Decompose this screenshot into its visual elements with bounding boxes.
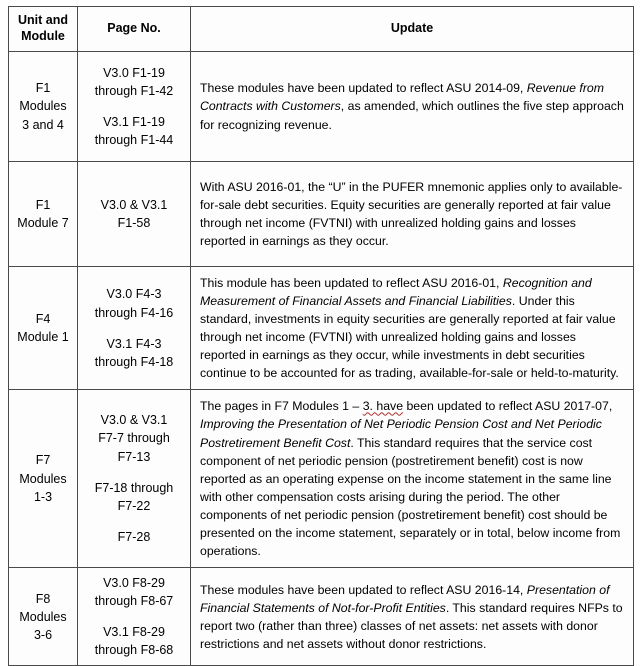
page-block-2 [80, 623, 188, 659]
page-block-1 [80, 64, 188, 100]
unit-line-3: 3-6 [33, 627, 53, 642]
table-row [9, 162, 634, 267]
unit-line-2: Modules [19, 609, 67, 624]
cell-update [191, 390, 634, 568]
unit-line-2: Modules [19, 99, 67, 114]
column-header-page-no [78, 7, 191, 52]
unit-line-2: Modules [19, 471, 67, 486]
page-line: V3.0 F8-29 [103, 575, 165, 590]
unit-line-2: Module 1 [17, 330, 69, 345]
unit-line-1: F1 [35, 81, 51, 96]
update-text-post: . Under this standard, investments in equity securities are generally reported at fair value through net income (FVTNI) with unrealized holding gains and losses reported in earnings as they occur, while investments in debt securities continue to be accounted for as trading, available-for-sale or held-to-maturity. [200, 294, 619, 381]
page-block-gap [80, 322, 188, 335]
page-line: F7-13 [117, 449, 151, 464]
page-block-3 [80, 528, 188, 546]
table-row [9, 52, 634, 162]
update-text-italic: Revenue from Contracts with Customers [200, 81, 605, 114]
cell-page-no [78, 267, 191, 390]
page-line: F7-28 [117, 529, 151, 544]
unit-line-3: 1-3 [33, 489, 53, 504]
update-text-pre: These modules have been updated to reflect ASU 2016-14, [200, 582, 527, 597]
page-block-gap [80, 100, 188, 113]
page-line: through F4-16 [94, 305, 174, 320]
page-line: through F4-18 [94, 354, 174, 369]
update-text-post: . This standard requires that the service cost component of net periodic pension (postretirement benefit) cost is now reported as an operating expense on the income statement in the same line with other compensation costs arising during the period. The other components of net periodic pension (postretirement benefit) cost should be presented on the income statement, separately or in total, below income from operations. [200, 435, 621, 558]
column-header-update [191, 7, 634, 52]
update-paragraph [200, 397, 624, 560]
cell-page-no [78, 52, 191, 162]
page-block-2 [80, 479, 188, 515]
unit-line-2: Module 7 [17, 216, 69, 230]
page-line: V3.1 F1-19 [103, 115, 165, 129]
page-block-1 [80, 196, 188, 232]
page-line: V3.1 F8-29 [103, 625, 165, 640]
update-text-post: , as amended, which outlines the five step approach for recognizing revenue. [200, 99, 624, 132]
table-header [9, 7, 634, 52]
column-header-unit-line2: Module [21, 29, 65, 43]
page-line: F7-22 [117, 498, 151, 513]
page-line: V3.0 & V3.1 [100, 413, 168, 428]
cell-unit-module [9, 390, 78, 568]
update-paragraph [200, 178, 624, 250]
update-text-pre: These modules have been updated to reflect ASU 2014-09, [200, 81, 527, 96]
update-text-pre: The pages in F7 Modules 1 – [200, 399, 363, 414]
table-row [9, 567, 634, 666]
page-block-gap [80, 515, 188, 528]
unit-line-3: 3 and 4 [22, 117, 64, 132]
update-text-italic: Improving the Presentation of Net Periodic Pension Cost and Net Periodic Postretirement Benefit Cost [200, 417, 602, 450]
page-line: V3.0 F1-19 [103, 65, 165, 80]
column-header-unit-and-module [9, 7, 78, 52]
unit-line-1: F1 [35, 197, 51, 212]
page-line: V3.1 F4-3 [106, 336, 162, 351]
cell-update [191, 267, 634, 390]
unit-line-1: F4 [35, 312, 51, 327]
column-header-unit-line1: Unit and [18, 13, 68, 28]
update-paragraph [200, 274, 624, 382]
page-line: F7-18 through [94, 480, 174, 495]
page-block-1 [80, 574, 188, 610]
update-paragraph [200, 581, 624, 653]
update-text-pre: With ASU 2016-01, the “U” in the PUFER mnemonic applies only to available-for-sale debt securities. Equity securities are generally reported at fair value through net income (FVTNI) with unrealized holding gains and losses reported in earnings as they occur. [200, 179, 623, 249]
page-line: F7-7 through [98, 431, 170, 446]
page-block-1 [80, 411, 188, 465]
update-text-pre: This module has been updated to reflect ASU 2016-01, [200, 276, 503, 290]
page-block-gap [80, 610, 188, 623]
cell-page-no [78, 162, 191, 267]
page-line: V3.0 F4-3 [106, 287, 162, 302]
page-line: through F1-44 [94, 133, 174, 148]
table-body [9, 52, 634, 666]
page-line: through F8-67 [94, 594, 174, 609]
cell-page-no [78, 567, 191, 666]
cell-unit-module [9, 162, 78, 267]
update-text-mid: been updated to reflect ASU 2017-07, [403, 399, 613, 414]
update-text-italic: Recognition and Measurement of Financial Assets and Financial Liabilities [200, 276, 592, 309]
unit-line-1: F7 [35, 453, 51, 468]
update-text-post: . This standard requires NFPs to report two (rather than three) classes of net assets: net assets with donor restrictions and net assets without donor restrictions. [200, 600, 623, 651]
update-paragraph [200, 79, 624, 133]
cell-unit-module [9, 567, 78, 666]
page-line: F1-58 [117, 216, 151, 230]
table-row [9, 267, 634, 390]
column-header-update-label: Update [390, 21, 434, 36]
cell-page-no [78, 390, 191, 568]
cell-update [191, 52, 634, 162]
page-block-2 [80, 113, 188, 149]
page-line: through F1-42 [94, 83, 174, 98]
table-header-row [9, 7, 634, 52]
page-block-2 [80, 335, 188, 371]
update-table [8, 6, 634, 666]
cell-update [191, 567, 634, 666]
cell-unit-module [9, 52, 78, 162]
page-line: V3.0 & V3.1 [100, 197, 168, 212]
page-block-1 [80, 285, 188, 321]
unit-line-1: F8 [35, 591, 51, 606]
cell-unit-module [9, 267, 78, 390]
column-header-page-label: Page No. [107, 21, 161, 36]
table-row [9, 390, 634, 568]
update-text-spellcheck: 3. have [362, 399, 404, 414]
update-text-italic: Presentation of Financial Statements of Not-for-Profit Entities [200, 582, 610, 615]
page-block-gap [80, 466, 188, 479]
cell-update [191, 162, 634, 267]
page-line: through F8-68 [94, 643, 174, 658]
